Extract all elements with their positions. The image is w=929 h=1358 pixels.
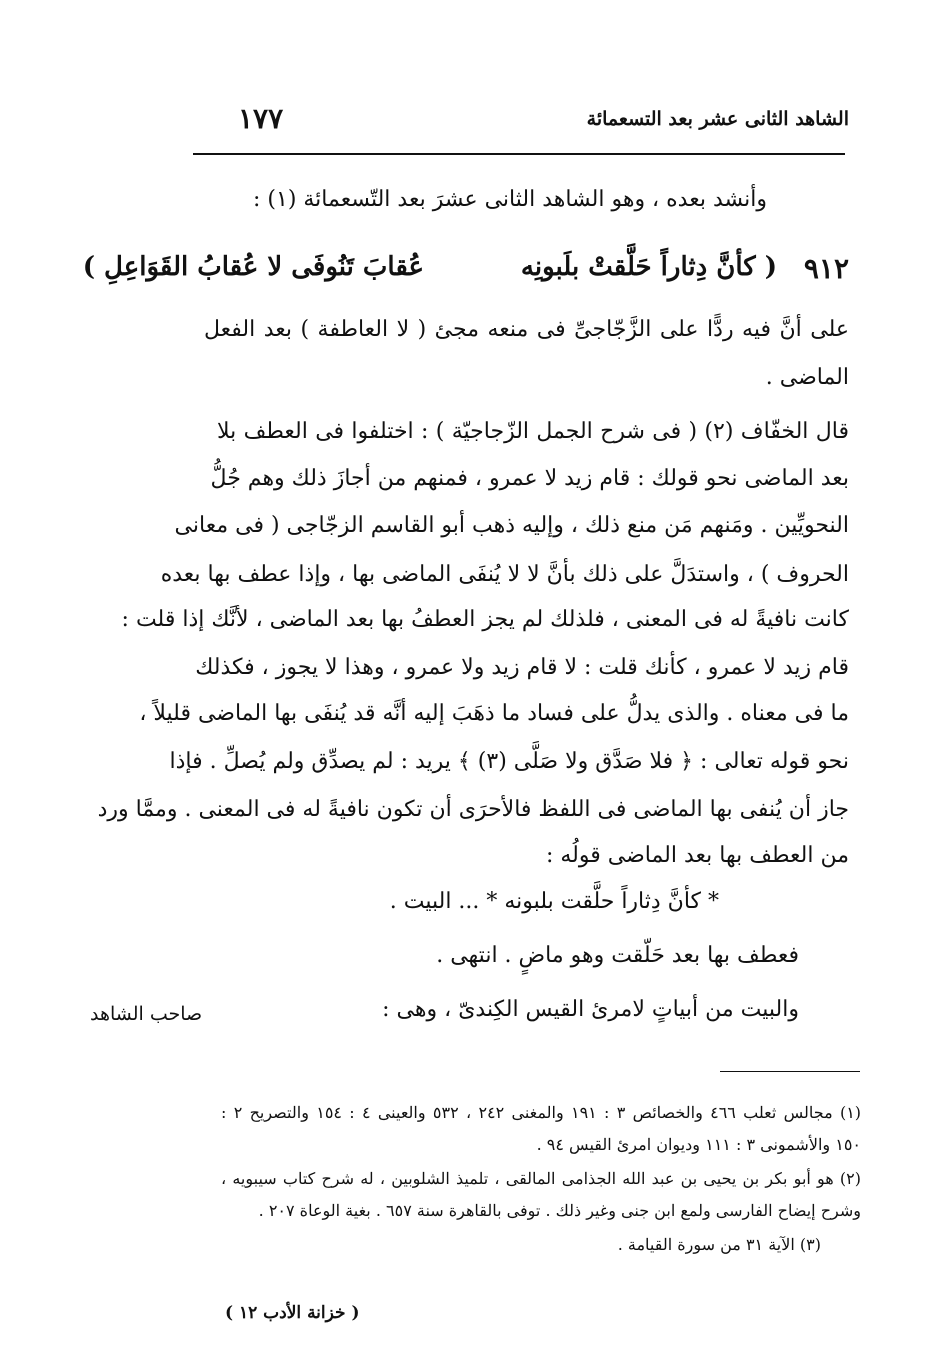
body-line: الماضى . [765, 365, 849, 390]
closing-line: والبيت من أبياتٍ لامرئ القيس الكِندىّ ، وهى : [382, 997, 799, 1022]
running-header: الشاهد الثانى عشر بعد التسعمائة [586, 108, 849, 130]
footnote-line: (٢) هو أبو بكر بن يحيى بن عبد الله الجذامى المالقى ، تلميذ الشلوبين ، له شرح كتاب سيبويه ، [221, 1169, 862, 1188]
verse-second-hemistich: عُقابَ تَنُوفَى لا عُقابُ القَوَاعِلِ ) [82, 252, 424, 282]
body-line: كانت نافيةً له فى المعنى ، فلذلك لم يجز العطفُ بها بعد الماضى ، لأنَّك إذا قلت : [121, 607, 849, 632]
body-line: قام زيد لا عمرو ، كأنك قلت : لا قام زيد ولا عمرو ، وهذا لا يجوز ، فكذلك [195, 655, 849, 680]
after-quote-line: فعطف بها بعد حَلّقت وهو ماضٍ . انتهى . [436, 943, 799, 968]
footnote-line: وشرح إيضاح الفارسى ولمع ابن جنى وغير ذلك . توفى بالقاهرة سنة ٦٥٧ . بغية الوعاة ٢٠٧ . [258, 1201, 861, 1220]
footnote-line: (١) مجالس ثعلب ٤٦٦ والخصائص ٣ : ١٩١ والمغنى ٢٤٢ ، ٥٣٢ والعينى ٤ : ١٥٤ والتصريح ٢ : [221, 1103, 862, 1122]
body-line: قال الخفّاف (٢) ( فى شرح الجمل الزّجاجيّة ) : اختلفوا فى العطف بلا [217, 419, 849, 444]
body-line: بعد الماضى نحو قولك : قام زيد لا عمرو ، فمنهم من أجازَ ذلك وهم جُلُّ [210, 466, 849, 491]
body-line: من العطف بها بعد الماضى قولُه : [545, 843, 849, 868]
body-line: ما فى معناه . والذى يدلُّ على فساد ما ذهَبَ إليه أنَّه قد يُنفَى بها الماضى قليلاً ، [139, 701, 849, 726]
body-line: النحويِّين . ومَنهم مَن منع ذلك ، وإليه ذهب أبو القاسم الزجّاجى ( فى معانى [174, 513, 849, 538]
verse-number: ٩١٢ [803, 252, 849, 285]
body-line: نحو قوله تعالى : ﴿ فلا صَدَّق ولا صَلَّى (٣) ﴾ يريد : لم يصدِّق ولم يُصلِّ . فإذا [169, 749, 849, 774]
body-line: على أنَّ فيه ردًّا على الزَّجّاجىِّ فى منعه مجئ ( لا العاطفة ) بعد الفعل [204, 317, 849, 342]
signature-mark: ( خزانة الأدب ١٢ ) [225, 1303, 360, 1323]
quoted-verse: * كأنَّ دِثاراً حلَّقت بلبونه * ... البيت . [389, 889, 719, 914]
margin-note: صاحب الشاهد [90, 1003, 203, 1025]
body-line: الحروف ) ، واستدَلَّ على ذلك بأنَّ لا لا يُنفَى الماضى بها ، وإذا عطف بها بعده [160, 562, 849, 587]
intro-line: وأنشد بعده ، وهو الشاهد الثانى عشرَ بعد التّسعمائة (١) : [252, 187, 767, 212]
footnote-line: ١٥٠ والأشمونى ٣ : ١١١ وديوان امرئ القيس ٩٤ . [536, 1135, 861, 1154]
verse-first-hemistich: ( كأنَّ دِثاراً حَلَّقتْ بلَبونِه [520, 252, 777, 282]
page-number: ١٧٧ [238, 102, 284, 135]
body-line: جاز أن يُنفى بها الماضى فى اللفظ فالأحرَى أن تكون نافيةً له فى المعنى . وممَّا ورد [97, 797, 849, 822]
footnote-rule [720, 1071, 860, 1072]
footnote-line: (٣) الآية ٣١ من سورة القيامة . [617, 1235, 821, 1254]
header-rule [193, 153, 845, 155]
